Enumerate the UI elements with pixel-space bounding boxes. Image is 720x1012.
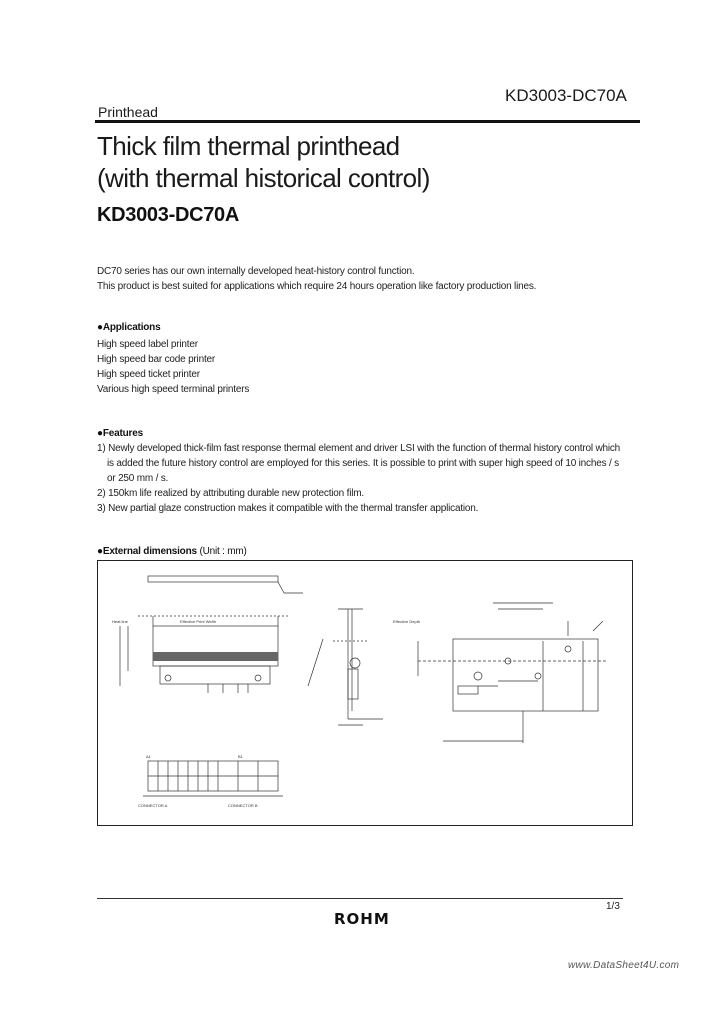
list-item: 1) Newly developed thick-film fast response thermal element and driver LSI with the function of thermal history control which is added the future history control are employed for this series. It is possible to print with super high speed of 10 inches / s or 250 mm / s. <box>97 443 621 484</box>
bullet-icon: ● <box>97 322 103 333</box>
connector-a-body <box>458 686 478 694</box>
category-label: Printhead <box>98 104 158 120</box>
connector-b-label: CONNECTOR B <box>228 803 258 808</box>
connector-a-label: CONNECTOR A <box>138 803 168 808</box>
rohm-logo: ROHM <box>334 910 390 928</box>
applications-heading <box>97 322 160 333</box>
head-lower-body <box>160 666 270 684</box>
head-body-side-view <box>453 639 598 711</box>
page-title <box>97 130 430 194</box>
dimensions-heading <box>97 546 247 557</box>
heat-line-label: Heat line <box>112 619 128 624</box>
dimensions-unit-note: (Unit : mm) <box>196 546 247 557</box>
title-line-2: (with thermal historical control) <box>97 163 430 193</box>
head-side-body <box>348 669 358 699</box>
effective-print-width-label: Effective Print Width <box>180 619 216 624</box>
list-item: High speed bar code printer <box>97 354 216 365</box>
bullet-icon: ● <box>97 546 103 557</box>
intro-text <box>97 264 536 294</box>
intro-line-1: DC70 series has our own internally developed heat-history control function. <box>97 266 415 277</box>
header-rule <box>95 120 640 123</box>
page-number: 1/3 <box>606 901 620 912</box>
a1-label: A1 <box>146 754 151 759</box>
dimension-drawing-svg <box>98 561 632 825</box>
dimensions-heading-text: External dimensions <box>102 546 197 557</box>
list-item: 2) 150km life realized by attributing durable new protection film. <box>97 488 364 499</box>
applications-heading-text: Applications <box>102 322 161 333</box>
list-item: High speed ticket printer <box>97 369 200 380</box>
external-dimensions-drawing <box>97 560 633 826</box>
header-part-number: KD3003-DC70A <box>505 86 627 105</box>
features-heading <box>97 428 143 439</box>
product-part-number: KD3003-DC70A <box>97 204 240 226</box>
effective-depth-label: Effective Depth <box>393 619 421 624</box>
list-item: Various high speed terminal printers <box>97 384 250 395</box>
title-line-1: Thick film thermal printhead <box>97 131 400 161</box>
list-item: 3) New partial glaze construction makes it compatible with the thermal transfer application. <box>97 503 479 514</box>
applications-list <box>97 337 249 397</box>
features-list <box>97 441 627 516</box>
footer-rule <box>97 898 623 899</box>
bullet-icon: ● <box>97 428 103 439</box>
head-top-bar <box>148 576 278 582</box>
features-heading-text: Features <box>102 428 143 439</box>
list-item: High speed label printer <box>97 339 198 350</box>
watermark: www.DataSheet4U.com <box>568 960 680 971</box>
b1-label: B1 <box>238 754 243 759</box>
intro-line-2: This product is best suited for applications which require 24 hours operation like factory production lines. <box>97 281 537 292</box>
